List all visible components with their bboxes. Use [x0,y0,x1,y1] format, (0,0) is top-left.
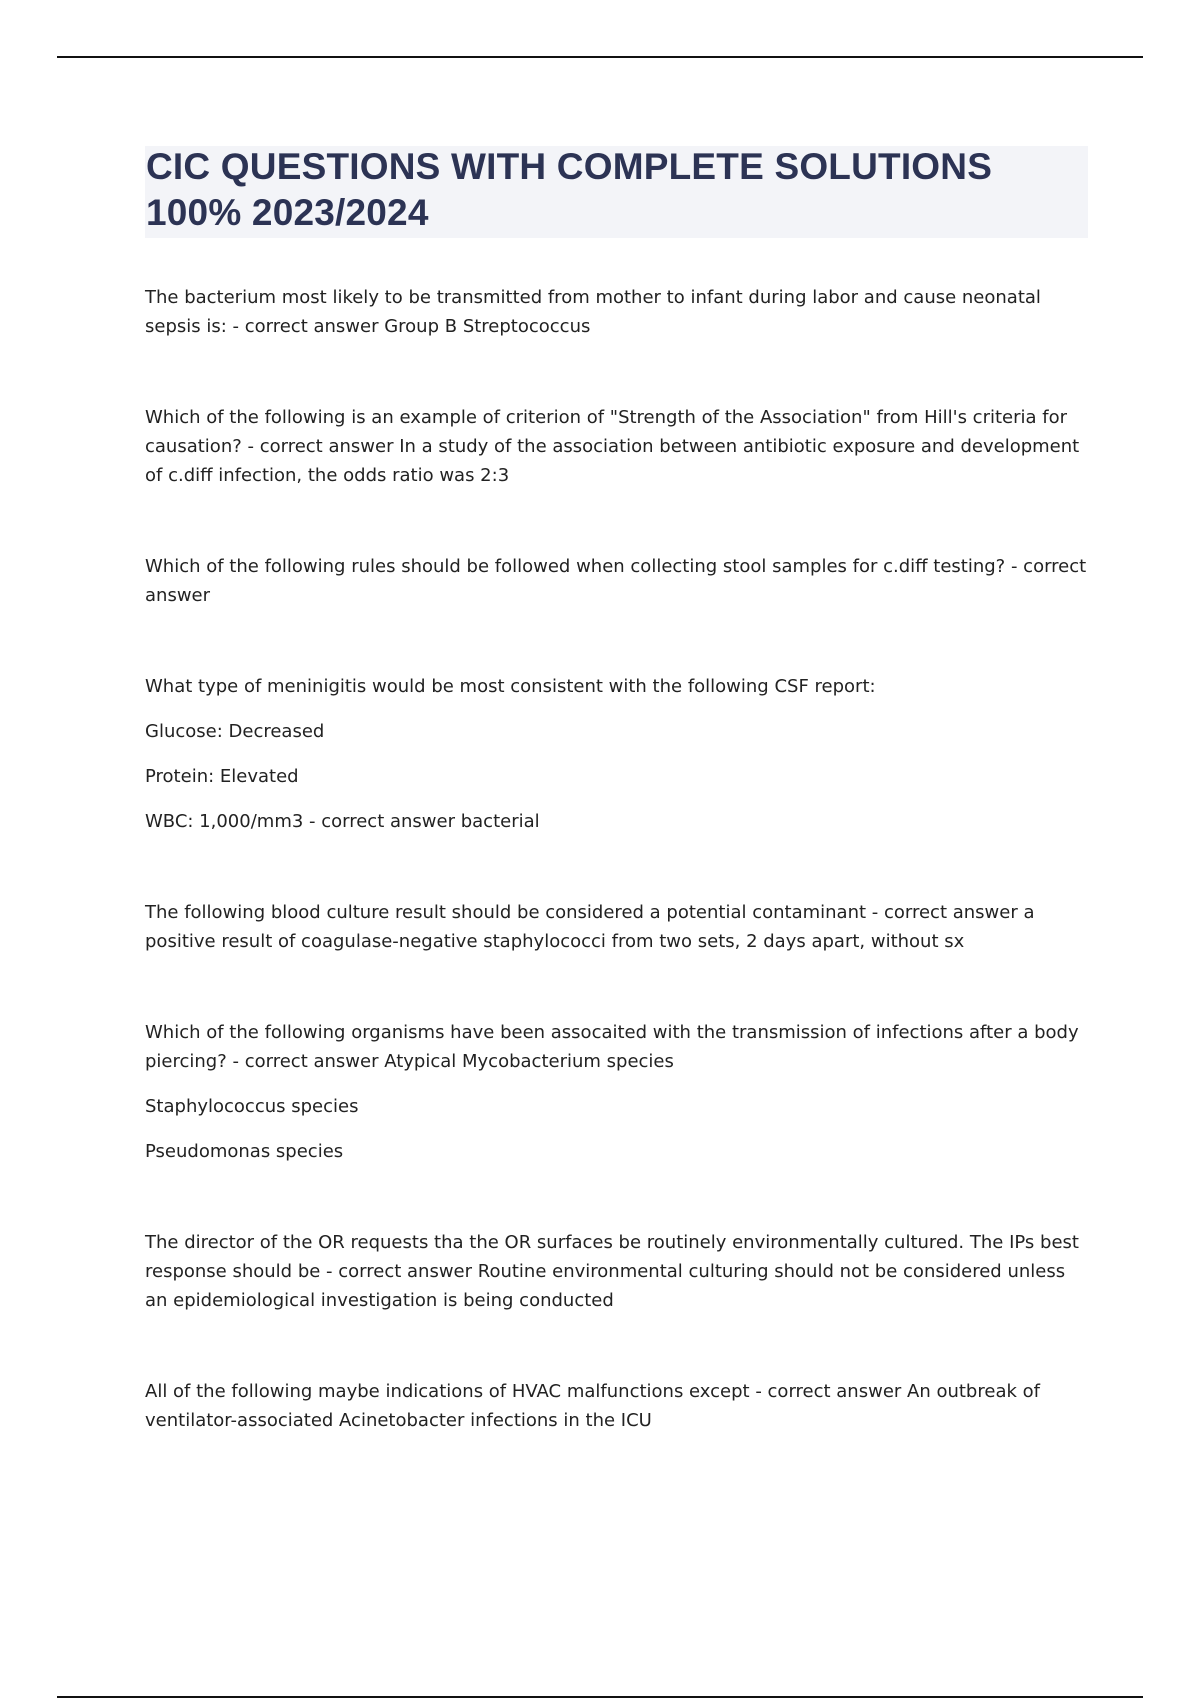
qa-item-8 [145,1377,1090,1435]
qa-item-5 [145,898,1090,956]
qa-item-4 [145,672,1090,836]
qa-text: Staphylococcus species [145,1096,359,1117]
top-divider [57,56,1143,58]
qa-text: Which of the following is an example of criterion of "Strength of the Association" from Hill's criteria for causation? - correct answer In a study of the association between antibiotic exposure and development of c.diff infection, the odds ratio was 2:3 [145,407,1080,486]
qa-item-7 [145,1228,1090,1315]
document-title: CIC QUESTIONS WITH COMPLETE SOLUTIONS 100% 2023/2024 [146,146,993,233]
qa-list [145,283,1090,1497]
qa-text: The following blood culture result should be considered a potential contaminant - correct answer a positive result of coagulase-negative staphylococci from two sets, 2 days apart, without sx [145,902,1035,952]
qa-text: Which of the following organisms have been assocaited with the transmission of infections after a body piercing? - correct answer Atypical Mycobacterium species [145,1022,1079,1072]
qa-text: Glucose: Decreased [145,721,325,742]
qa-item-2 [145,403,1090,490]
qa-item-1 [145,283,1090,341]
qa-text: WBC: 1,000/mm3 - correct answer bacterial [145,811,540,832]
qa-text: Pseudomonas species [145,1141,344,1162]
qa-text: The director of the OR requests tha the OR surfaces be routinely environmentally cultured. The IPs best response should be - correct answer Routine environmental culturing should not be considered unless an epidemiological investigation is being conducted [145,1232,1079,1311]
qa-text: Protein: Elevated [145,766,299,787]
qa-text: What type of meninigitis would be most consistent with the following CSF report: [145,676,876,697]
qa-text: All of the following maybe indications of HVAC malfunctions except - correct answer An outbreak of ventilator-associated Acinetobacter infections in the ICU [145,1381,1040,1431]
qa-text: Which of the following rules should be followed when collecting stool samples for c.diff testing? - correct answer [145,556,1087,606]
qa-item-6 [145,1018,1090,1166]
qa-item-3 [145,552,1090,610]
bottom-divider [57,1696,1143,1698]
qa-text: The bacterium most likely to be transmitted from mother to infant during labor and cause neonatal sepsis is: - correct answer Group B Streptococcus [145,287,1041,337]
